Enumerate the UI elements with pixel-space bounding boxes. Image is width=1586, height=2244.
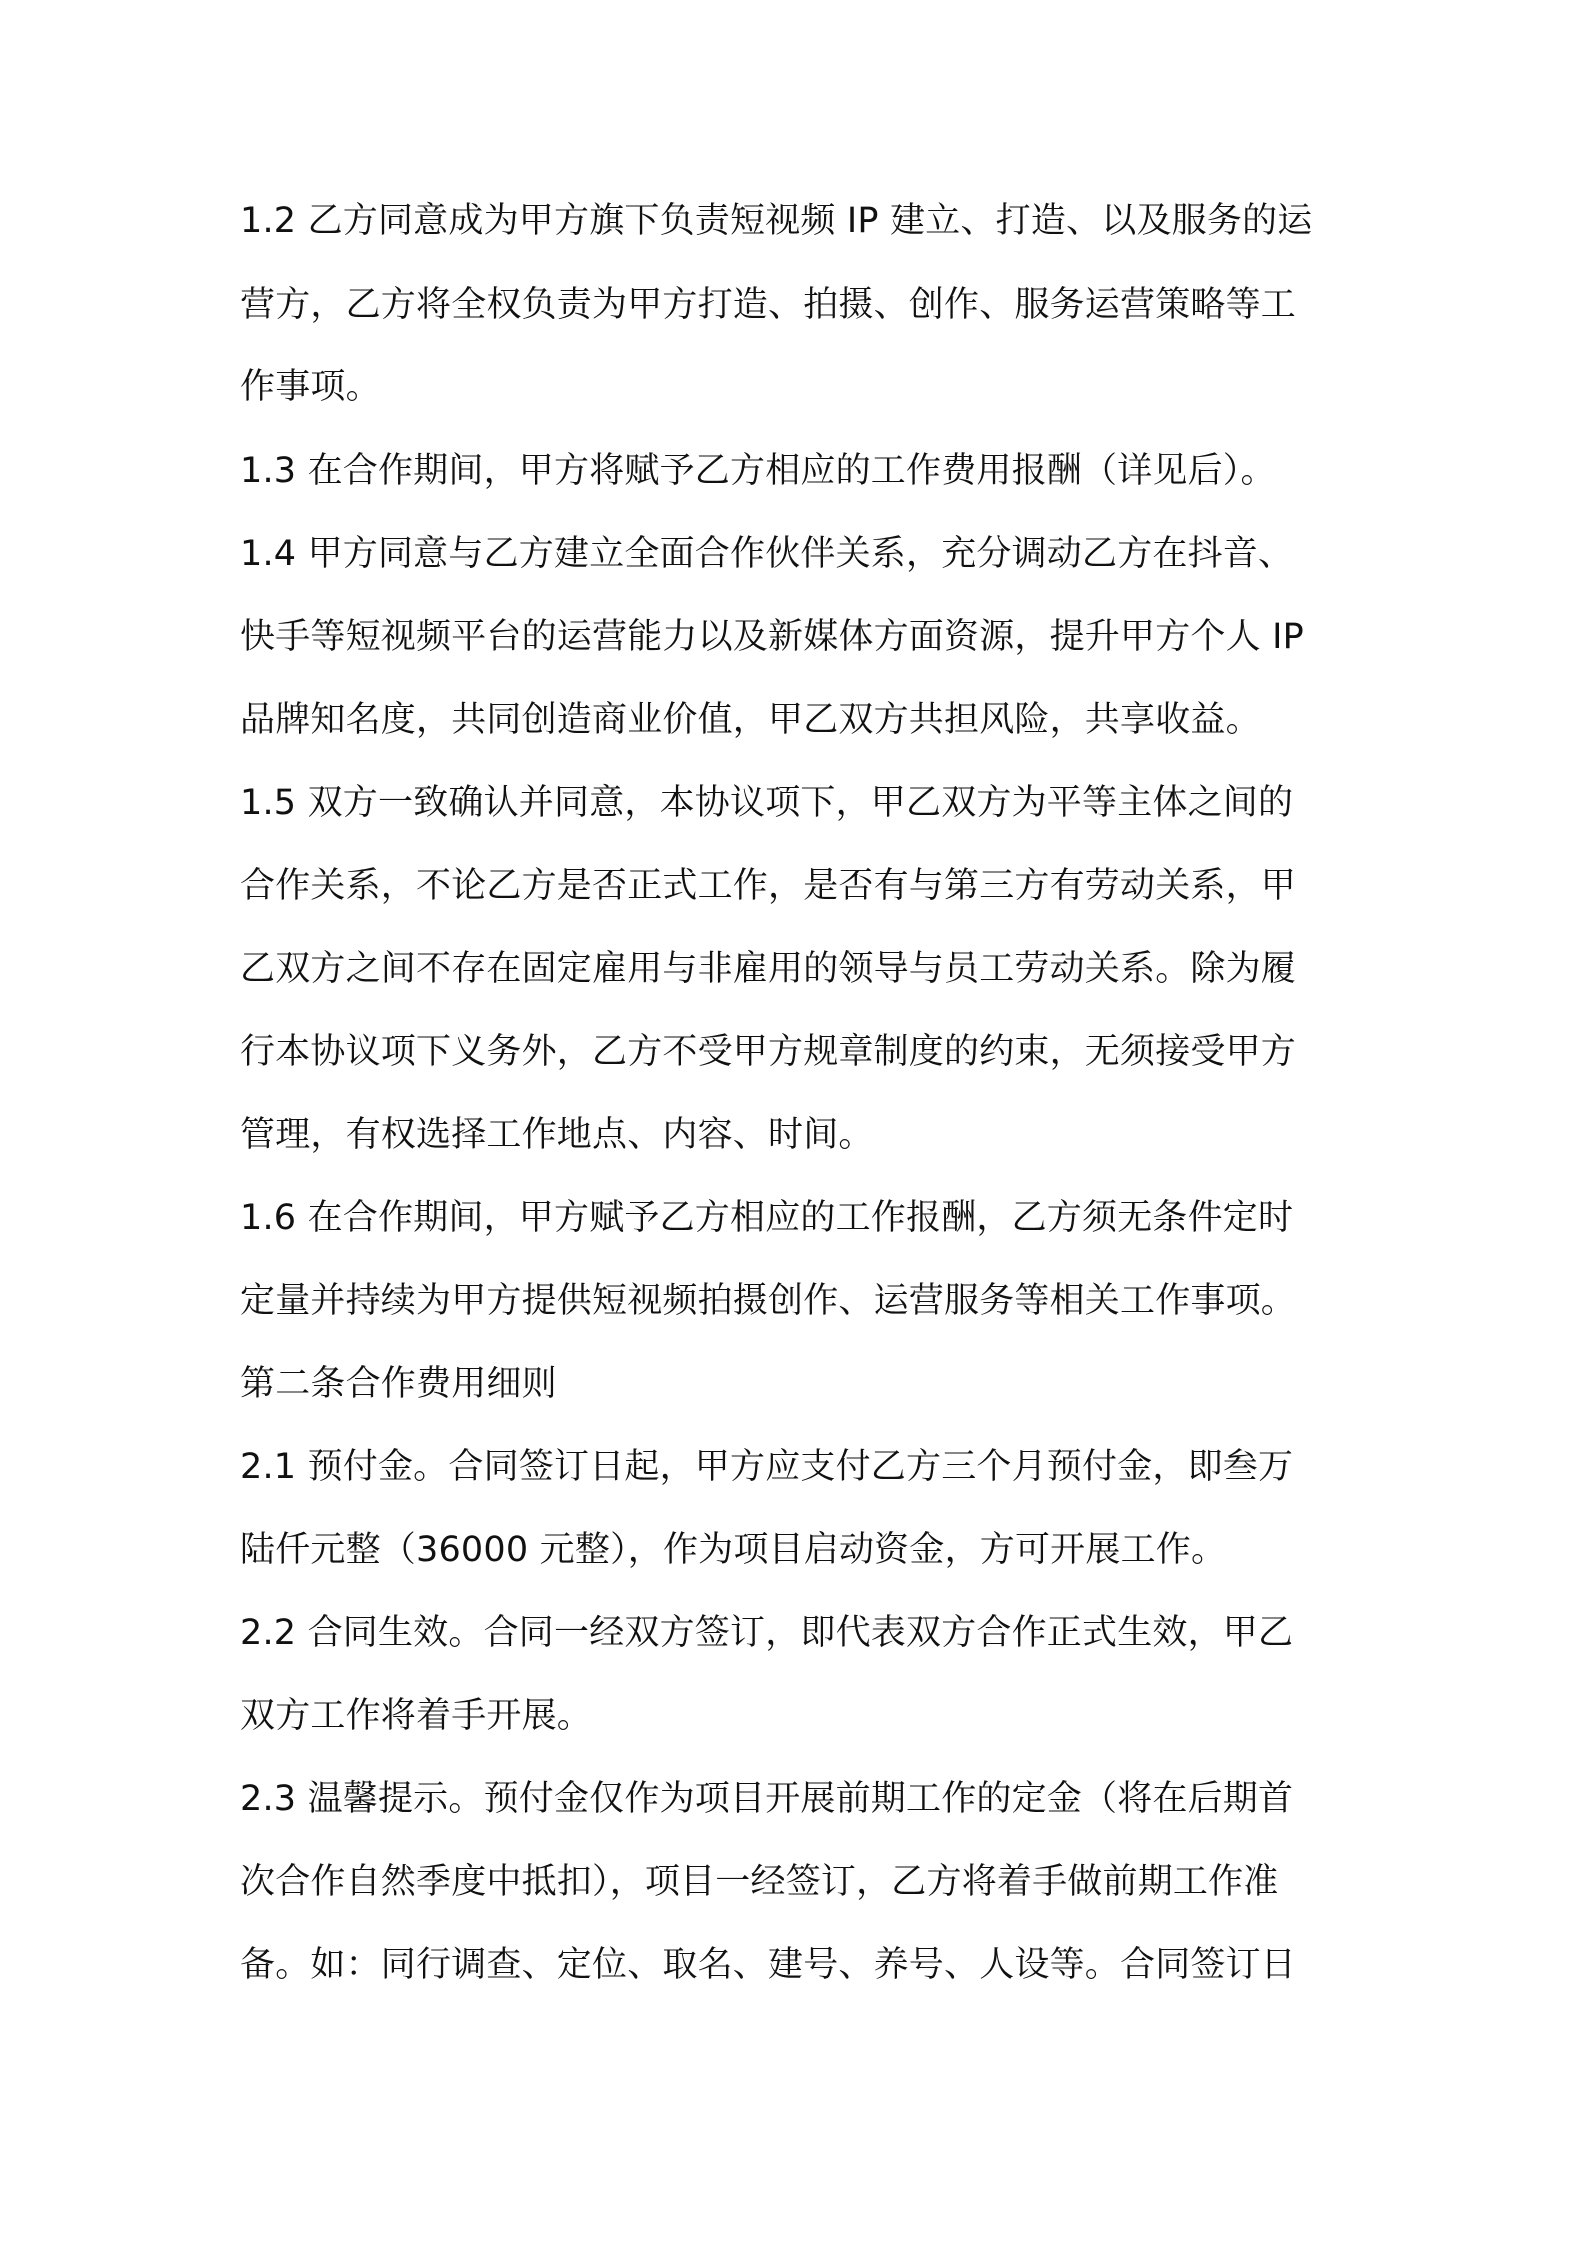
text-line: 2.3 温馨提示。预付金仅作为项目开展前期工作的定金（将在后期首 [240, 1779, 1294, 1819]
text-line: 营方，乙方将全权负责为甲方打造、拍摄、创作、服务运营策略等工 [240, 285, 1297, 325]
text-line: 1.2 乙方同意成为甲方旗下负责短视频 IP 建立、打造、以及服务的运 [240, 201, 1313, 241]
text-line: 乙双方之间不存在固定雇用与非雇用的领导与员工劳动关系。除为履 [240, 949, 1297, 989]
text-line: 合作关系，不论乙方是否正式工作，是否有与第三方有劳动关系，甲 [240, 866, 1297, 906]
text-line: 管理，有权选择工作地点、内容、时间。 [240, 1115, 874, 1155]
text-line: 快手等短视频平台的运营能力以及新媒体方面资源，提升甲方个人 IP [240, 617, 1304, 657]
text-line: 作事项。 [240, 367, 381, 407]
text-line: 次合作自然季度中抵扣），项目一经签订，乙方将着手做前期工作准 [240, 1862, 1279, 1902]
text-line: 1.4 甲方同意与乙方建立全面合作伙伴关系，充分调动乙方在抖音、 [240, 534, 1294, 574]
text-line: 行本协议项下义务外，乙方不受甲方规章制度的约束，无须接受甲方 [240, 1032, 1297, 1072]
section-heading: 第二条合作费用细则 [240, 1364, 557, 1404]
text-line: 双方工作将着手开展。 [240, 1696, 593, 1736]
text-line: 备。如：同行调查、定位、取名、建号、养号、人设等。合同签订日 [240, 1945, 1297, 1985]
text-line: 2.2 合同生效。合同一经双方签订，即代表双方合作正式生效，甲乙 [240, 1613, 1294, 1653]
text-line: 定量并持续为甲方提供短视频拍摄创作、运营服务等相关工作事项。 [240, 1281, 1297, 1321]
text-line: 1.5 双方一致确认并同意，本协议项下，甲乙双方为平等主体之间的 [240, 783, 1294, 823]
text-line: 1.3 在合作期间，甲方将赋予乙方相应的工作费用报酬（详见后）。 [240, 451, 1276, 491]
text-line: 1.6 在合作期间，甲方赋予乙方相应的工作报酬，乙方须无条件定时 [240, 1198, 1294, 1238]
text-line: 品牌知名度，共同创造商业价值，甲乙双方共担风险，共享收益。 [240, 700, 1261, 740]
text-line: 陆仟元整（36000 元整），作为项目启动资金，方可开展工作。 [240, 1530, 1227, 1570]
text-line: 2.1 预付金。合同签订日起，甲方应支付乙方三个月预付金，即叁万 [240, 1447, 1294, 1487]
